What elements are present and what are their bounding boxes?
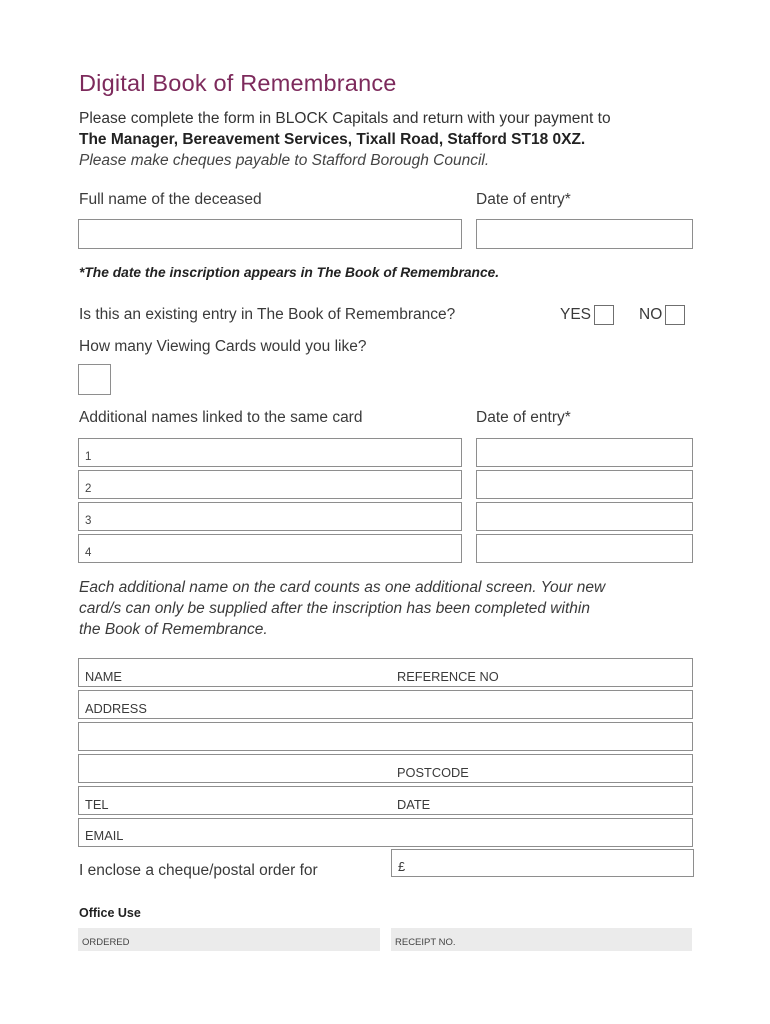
additional-name-field-3[interactable]: 3 bbox=[78, 502, 462, 531]
no-label: NO bbox=[639, 306, 663, 324]
deceased-date-field[interactable] bbox=[476, 219, 693, 249]
email-row[interactable] bbox=[78, 818, 693, 847]
additional-screen-note bbox=[79, 577, 689, 640]
date-label: DATE bbox=[397, 797, 431, 812]
office-receipt-field bbox=[391, 928, 692, 951]
additional-date-field-2[interactable] bbox=[476, 470, 693, 499]
additional-date-field-4[interactable] bbox=[476, 534, 693, 563]
additional-names-label: Additional names linked to the same card bbox=[79, 409, 363, 426]
receipt-label: RECEIPT NO. bbox=[395, 937, 456, 948]
yes-option bbox=[560, 305, 614, 325]
existing-entry-question: Is this an existing entry in The Book of Remembrance? bbox=[79, 306, 456, 323]
note-line-2: card/s can only be supplied after the inscription has been completed within bbox=[79, 600, 590, 617]
viewing-cards-quantity-field[interactable] bbox=[78, 364, 111, 395]
additional-name-field-1[interactable]: 1 bbox=[78, 438, 462, 467]
pound-sign: £ bbox=[398, 859, 406, 874]
office-use-title: Office Use bbox=[79, 906, 141, 920]
note-line-3: the Book of Remembrance. bbox=[79, 621, 268, 638]
intro-cheque-note: Please make cheques payable to Stafford Borough Council. bbox=[79, 152, 490, 169]
viewing-cards-question: How many Viewing Cards would you like? bbox=[79, 338, 367, 355]
email-label: EMAIL bbox=[85, 828, 124, 843]
reference-label: REFERENCE NO bbox=[397, 669, 499, 684]
note-line-1: Each additional name on the card counts as one additional screen. Your new bbox=[79, 579, 606, 596]
yes-checkbox[interactable] bbox=[594, 305, 614, 325]
deceased-name-label: Full name of the deceased bbox=[79, 191, 262, 208]
additional-date-field-1[interactable] bbox=[476, 438, 693, 467]
intro-text bbox=[79, 108, 719, 171]
additional-date-field-3[interactable] bbox=[476, 502, 693, 531]
payment-label: I enclose a cheque/postal order for bbox=[79, 862, 318, 879]
ordered-label: ORDERED bbox=[82, 937, 130, 948]
additional-name-field-4[interactable]: 4 bbox=[78, 534, 462, 563]
no-checkbox[interactable] bbox=[665, 305, 685, 325]
address-label: ADDRESS bbox=[85, 701, 147, 716]
intro-address: The Manager, Bereavement Services, Tixall Road, Stafford ST18 0XZ. bbox=[79, 131, 586, 148]
date-footnote: *The date the inscription appears in The Book of Remembrance. bbox=[79, 265, 500, 280]
additional-date-label: Date of entry* bbox=[476, 409, 571, 426]
tel-date-row[interactable] bbox=[78, 786, 693, 815]
address-row[interactable] bbox=[78, 690, 693, 719]
yes-label: YES bbox=[560, 306, 592, 324]
no-option bbox=[639, 305, 685, 325]
tel-label: TEL bbox=[85, 797, 109, 812]
intro-line-1: Please complete the form in BLOCK Capitals and return with your payment to bbox=[79, 110, 611, 127]
name-reference-row[interactable] bbox=[78, 658, 693, 687]
name-label: NAME bbox=[85, 669, 122, 684]
payment-amount-field[interactable] bbox=[391, 849, 694, 877]
postcode-row[interactable] bbox=[78, 754, 693, 783]
address-line-2-row[interactable] bbox=[78, 722, 693, 751]
deceased-date-label: Date of entry* bbox=[476, 191, 571, 208]
page-title: Digital Book of Remembrance bbox=[79, 70, 397, 96]
deceased-name-field[interactable] bbox=[78, 219, 462, 249]
office-ordered-field bbox=[78, 928, 380, 951]
additional-name-field-2[interactable]: 2 bbox=[78, 470, 462, 499]
postcode-label: POSTCODE bbox=[397, 765, 469, 780]
